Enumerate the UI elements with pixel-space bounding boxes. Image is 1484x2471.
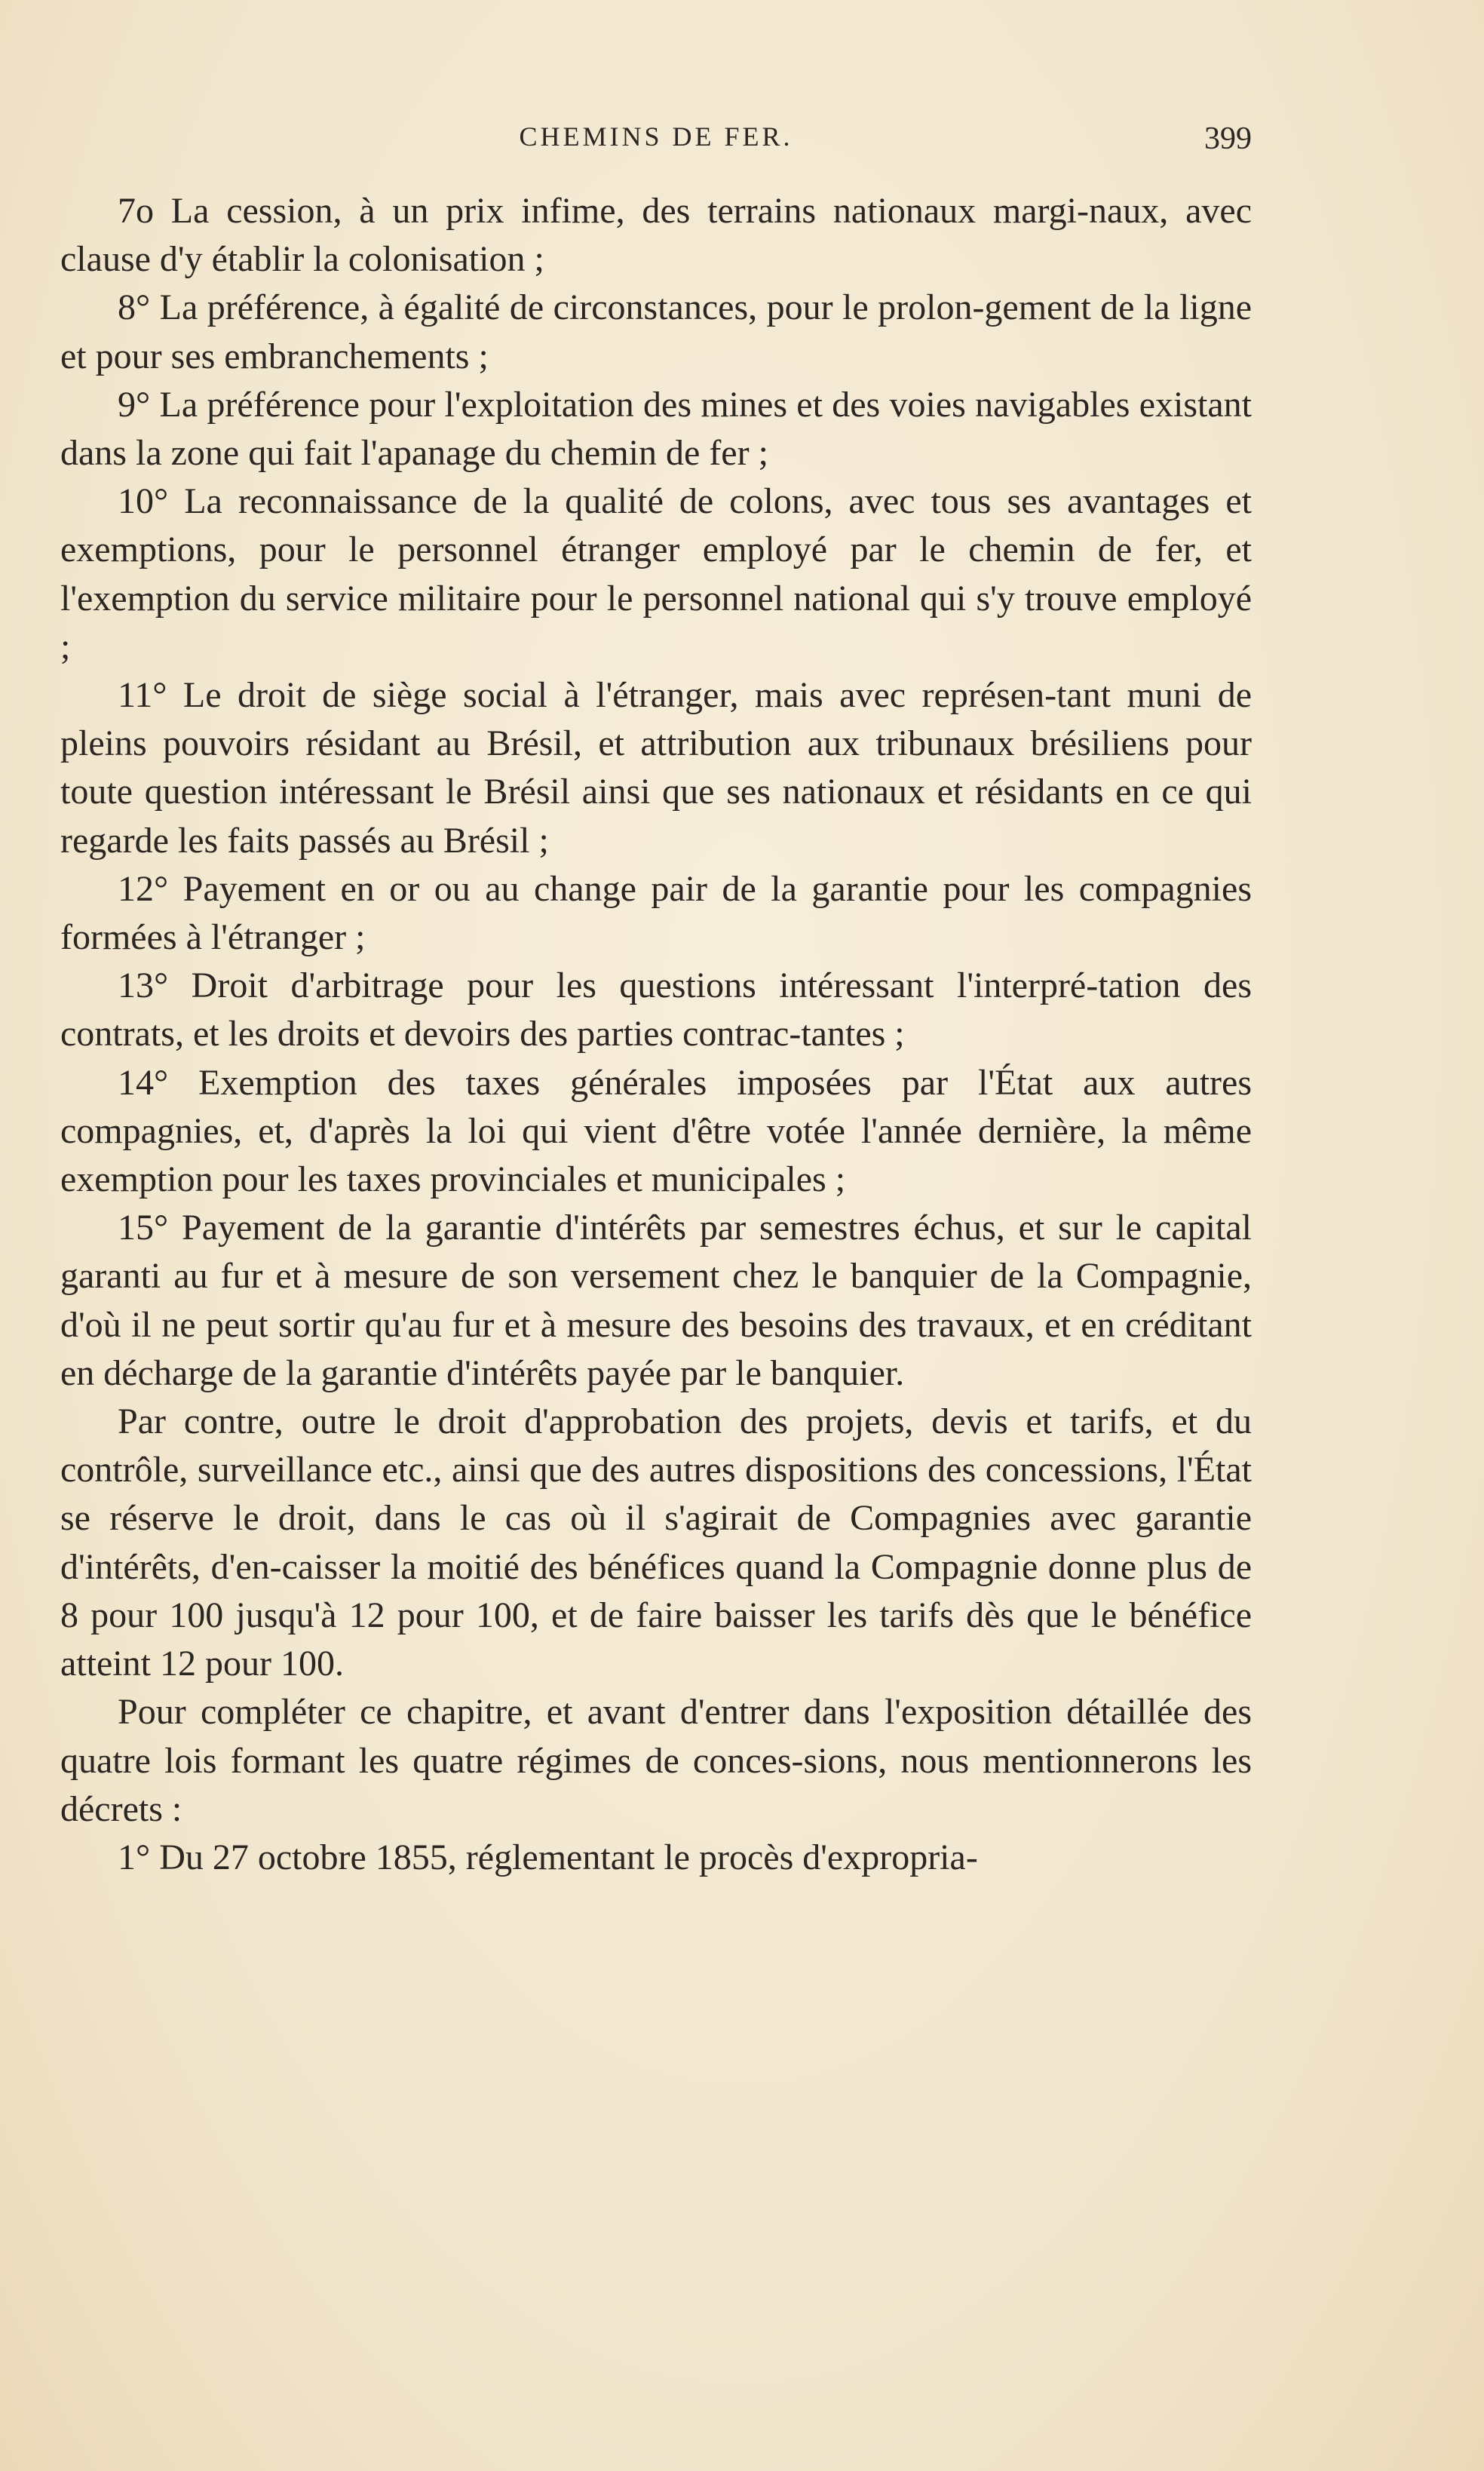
- paragraph-item-13: 13° Droit d'arbitrage pour les questions intéressant l'interpré-tation des contrats, et les droits et devoirs des parties contrac-tantes ;: [60, 965, 1252, 1054]
- paragraph-item-9: 9° La préférence pour l'exploitation des mines et des voies navigables existant dans la zone qui fait l'apanage du chemin de fer ;: [60, 384, 1252, 474]
- paragraph-item-8: 8° La préférence, à égalité de circonstances, pour le prolon-gement de la ligne et pour ses embranchements ;: [60, 287, 1252, 376]
- paragraph-pour-completer: Pour compléter ce chapitre, et avant d'entrer dans l'exposition détaillée des quatre lois formant les quatre régimes de conces-sions, nous mentionnerons les décrets :: [60, 1692, 1252, 1829]
- paragraph-item-7: 7o La cession, à un prix infime, des terrains nationaux margi-naux, avec clause d'y établir la colonisation ;: [60, 191, 1252, 280]
- page-number: 399: [1204, 121, 1252, 156]
- paragraph-par-contre: Par contre, outre le droit d'approbation des projets, devis et tarifs, et du contrôle, surveillance etc., ainsi que des autres dispositions des concessions, l'État se réserve le droit, dans le cas où il s'agirait de Compagnies avec garantie d'intérêts, d'en-caisser la moitié des bénéfices quand la Compagnie donne plus de 8 pour 100 jusqu'à 12 pour 100, et de faire baisser les tarifs dès que le bénéfice atteint 12 pour 100.: [60, 1401, 1252, 1684]
- paragraph-item-14: 14° Exemption des taxes générales imposées par l'État aux autres compagnies, et, d'après la loi qui vient d'être votée l'année dernière, la même exemption pour les taxes provinciales et municipales ;: [60, 1062, 1252, 1200]
- paragraph-item-12: 12° Payement en or ou au change pair de la garantie pour les compagnies formées à l'étranger ;: [60, 868, 1252, 958]
- paragraph-item-10: 10° La reconnaissance de la qualité de colons, avec tous ses avantages et exemptions, pour le personnel étranger employé par le chemin de fer, et l'exemption du service militaire pour le personnel national qui s'y trouve employé ;: [60, 481, 1252, 667]
- paragraph-decret-1: 1° Du 27 octobre 1855, réglementant le procès d'expropria-: [118, 1837, 978, 1877]
- running-title: CHEMINS DE FER.: [519, 121, 793, 152]
- body-text: [60, 187, 1252, 1882]
- paragraph-item-15: 15° Payement de la garantie d'intérêts par semestres échus, et sur le capital garanti au fur et à mesure de son versement chez le banquier de la Compagnie, d'où il ne peut sortir qu'au fur et à mesure des besoins des travaux, et en créditant en décharge de la garantie d'intérêts payée par le banquier.: [60, 1208, 1252, 1393]
- running-header: [60, 121, 1252, 166]
- paragraph-item-11: 11° Le droit de siège social à l'étranger, mais avec représen-tant muni de pleins pouvoirs résidant au Brésil, et attribution aux tribunaux brésiliens pour toute question intéressant le Brésil ainsi que ses nationaux et résidants en ce qui regarde les faits passés au Brésil ;: [60, 675, 1252, 861]
